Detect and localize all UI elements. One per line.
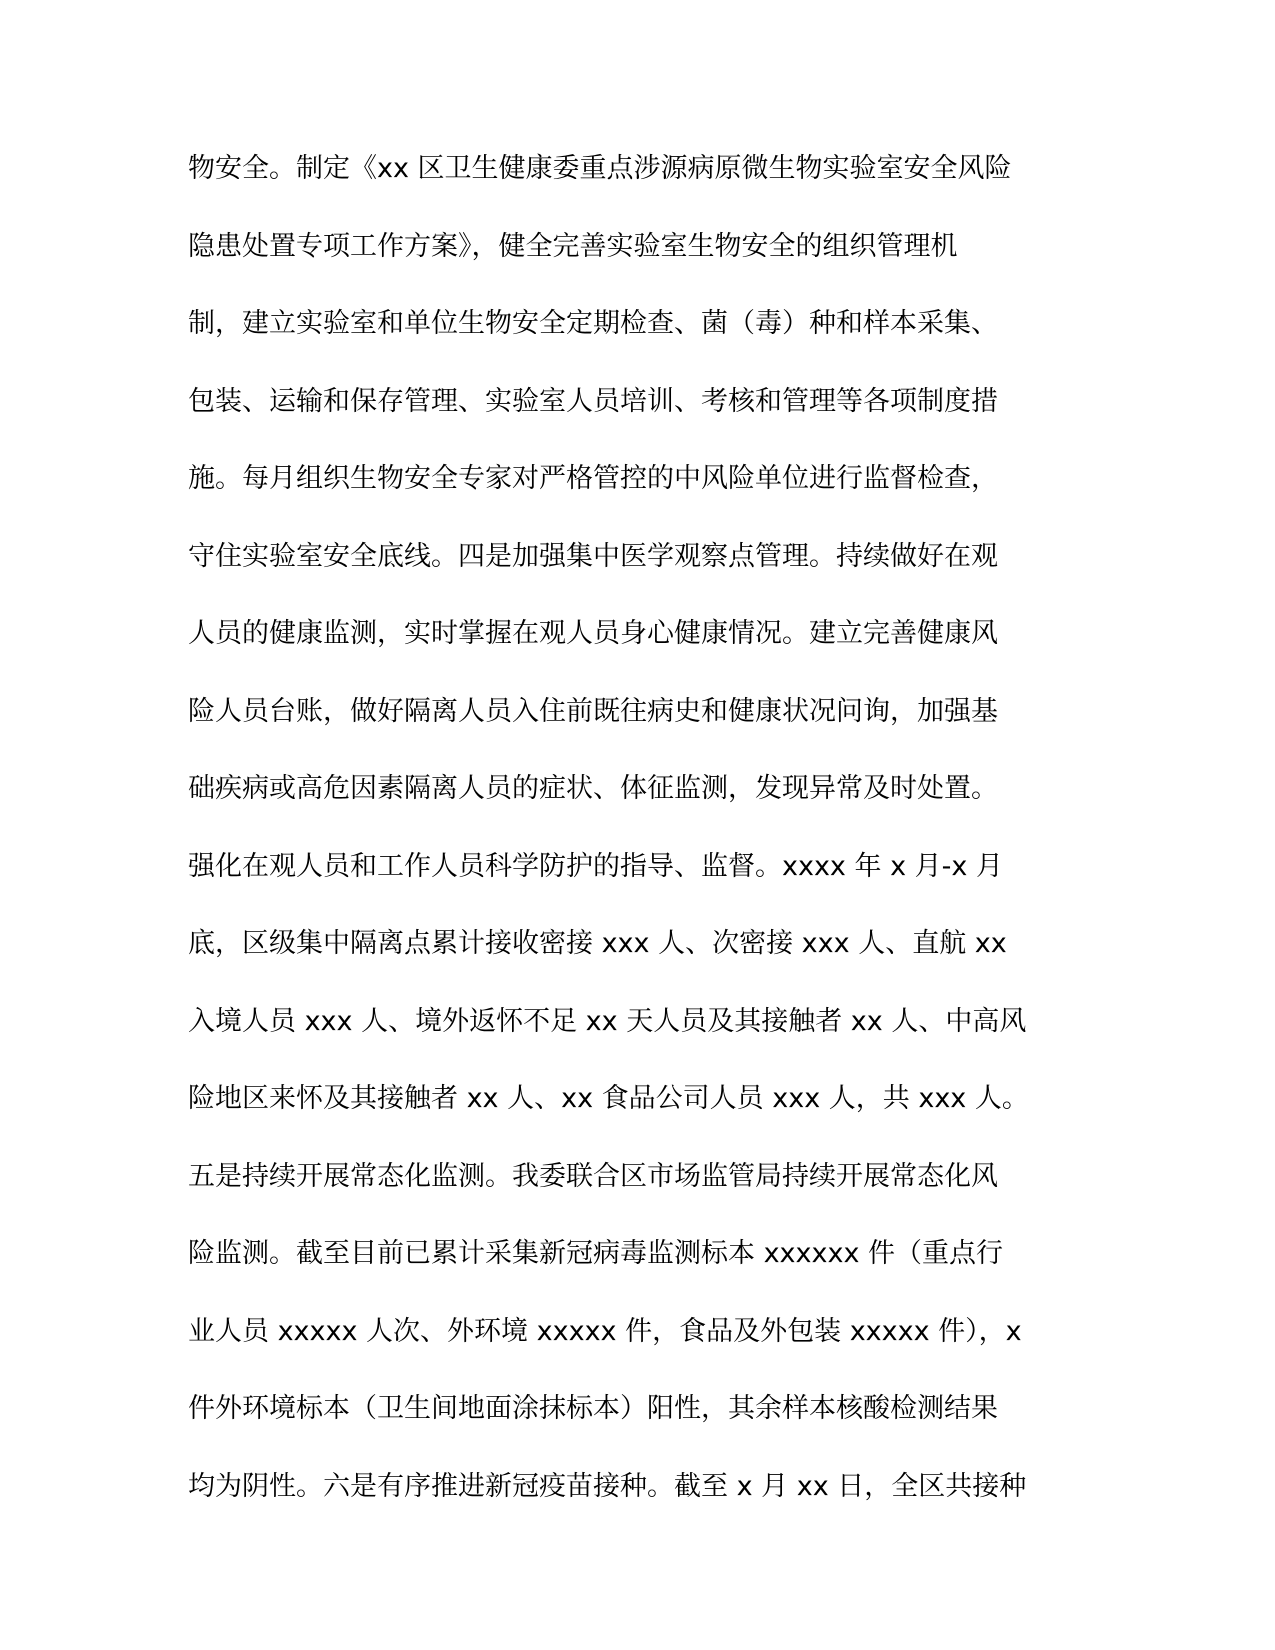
text-line: 包装、运输和保存管理、实验室人员培训、考核和管理等各项制度措 <box>188 385 998 417</box>
text-line: 础疾病或高危因素隔离人员的症状、体征监测，发现异常及时处置。 <box>188 773 998 804</box>
text-line: 人员的健康监测，实时掌握在观人员身心健康情况。建立完善健康风 <box>188 618 998 649</box>
text-line: 制，建立实验室和单位生物安全定期检查、菌（毒）种和样本采集、 <box>188 308 998 339</box>
body-text <box>188 147 1088 1542</box>
text-line: 业人员 xxxxx 人次、外环境 xxxxx 件，食品及外包装 xxxxx 件），x <box>188 1315 1022 1347</box>
text-line: 五是持续开展常态化监测。我委联合区市场监管局持续开展常态化风 <box>188 1160 998 1192</box>
text-line: 险地区来怀及其接触者 xx 人、xx 食品公司人员 xxx 人，共 xxx 人。 <box>188 1083 1029 1114</box>
text-line: 物安全。制定《xx 区卫生健康委重点涉源病原微生物实验室安全风险 <box>188 153 1012 184</box>
text-line: 入境人员 xxx 人、境外返怀不足 xx 天人员及其接触者 xx 人、中高风 <box>188 1005 1027 1037</box>
text-line: 隐患处置专项工作方案》，健全完善实验室生物安全的组织管理机 <box>188 230 958 262</box>
text-line: 件外环境标本（卫生间地面涂抹标本）阳性，其余样本核酸检测结果 <box>188 1393 998 1424</box>
text-line: 险人员台账，做好隔离人员入住前既往病史和健康状况问询，加强基 <box>188 695 998 727</box>
text-line: 底，区级集中隔离点累计接收密接 xxx 人、次密接 xxx 人、直航 xx <box>188 928 1007 959</box>
text-line: 守住实验室安全底线。四是加强集中医学观察点管理。持续做好在观 <box>188 540 998 572</box>
text-line: 险监测。截至目前已累计采集新冠病毒监测标本 xxxxxx 件（重点行 <box>188 1238 1004 1269</box>
text-line: 强化在观人员和工作人员科学防护的指导、监督。xxxx 年 x 月-x 月 <box>188 850 1003 882</box>
text-line: 均为阴性。六是有序推进新冠疫苗接种。截至 x 月 xx 日，全区共接种 <box>188 1470 1027 1502</box>
text-line: 施。每月组织生物安全专家对严格管控的中风险单位进行监督检查， <box>188 463 998 494</box>
